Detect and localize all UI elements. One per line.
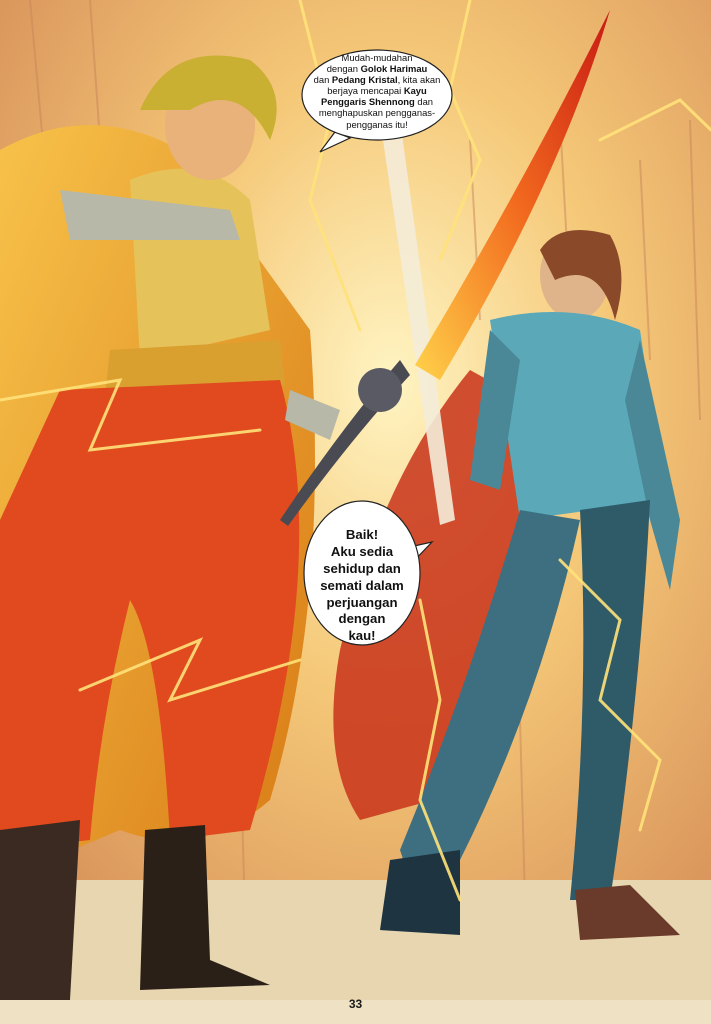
bubble-bottom-line: Aku sedia [330,543,394,559]
bubble-bottom-line: perjuangan [326,594,398,610]
blue-warrior-boot-left [380,850,460,935]
bubble-top-emphasis: Penggaris Shennong [320,96,415,108]
bubble-bottom-line: sehidup dan [323,560,401,576]
bubble-bottom-line: Baik! [345,527,379,542]
bubble-bottom-line: kau! [348,628,376,644]
bubble-top-emphasis: Pedang Kristal [331,74,398,86]
bubble-bottom-line: dengan [338,611,386,627]
bubble-top-line: dan [414,96,433,108]
bubble-top-line: , kita akan [397,74,441,86]
bubble-top-emphasis: Golok Harimau [360,63,428,75]
bubble-bottom-line: semati dalam [320,577,404,593]
gold-warrior-boot-left [0,820,80,1000]
bubble-top-line: dan [313,74,332,86]
bubble-top-line: Mudah-mudahan [341,52,413,63]
bubble-top-line: menghapuskan pengganas- [318,107,436,119]
bubble-top-emphasis: Kayu [403,85,427,97]
tiger-blade-guard [358,368,402,412]
bubble-top-line: dengan [326,63,361,75]
speech-bubble-bottom-text [310,527,414,645]
bubble-top-line: berjaya mencapai [327,85,404,97]
page-number: 33 [348,997,363,1011]
speech-bubble-top-text [302,52,452,130]
bubble-top-line: pengganas itu! [346,118,408,130]
